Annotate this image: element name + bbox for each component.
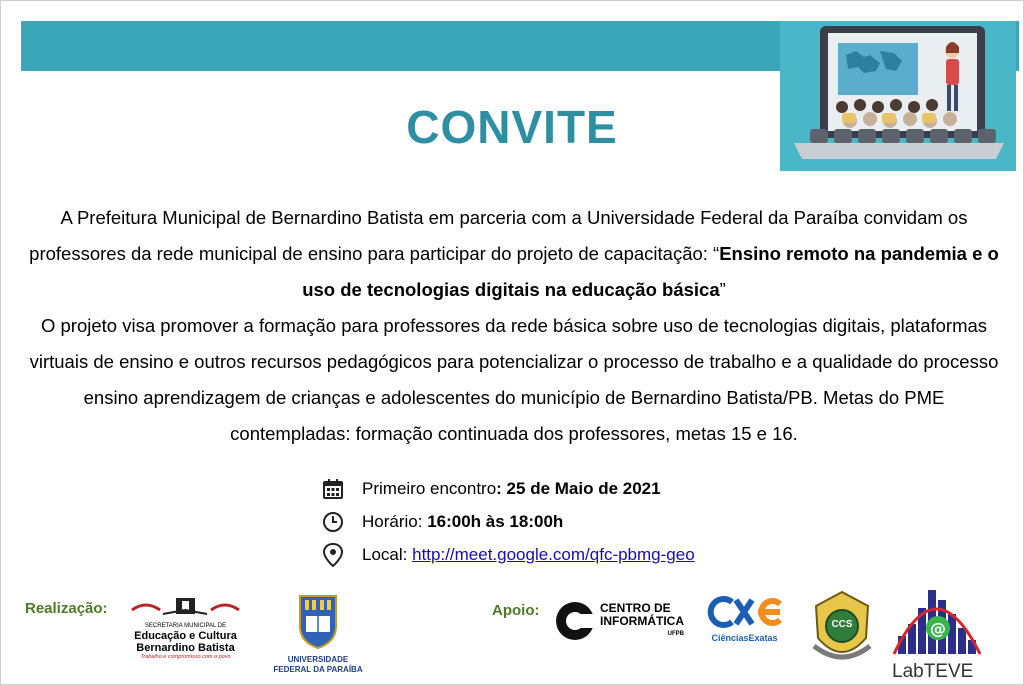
secretaria-line2: Bernardino Batista	[136, 642, 235, 654]
location-row	[320, 538, 695, 571]
clock-icon	[320, 509, 346, 535]
ccs-label: CCS	[831, 619, 853, 630]
time-label: Horário:	[362, 511, 423, 531]
close-quote: ”	[719, 279, 726, 300]
ce-label: CiênciasExatas	[711, 633, 778, 643]
page-title: CONVITE	[406, 101, 618, 153]
apoio-label: Apoio:	[492, 602, 540, 619]
svg-text:@: @	[930, 619, 946, 638]
event-details	[320, 472, 695, 571]
meeting-label: Primeiro encontro	[362, 478, 497, 498]
ci-line1: CENTRO DE	[600, 600, 671, 615]
ciencias-exatas-logo	[702, 596, 787, 646]
ufpb-logo	[268, 592, 368, 680]
time-value: 16:00h às 18:00h	[427, 511, 564, 531]
project-description: O projeto visa promover a formação para professores da rede básica sobre uso de tecnologias digitais, plataformas virtuais de ensino e outros recursos pedagógicos para potencializar o processo de trabalho e a qualidade do processo ensino aprendizagem de crianças e adolescentes do município de Bernardino Batista/PB. Metas do PME contempladas: formação continuada dos professores, metas 15 e 16.	[29, 315, 999, 444]
secretaria-logo	[128, 596, 243, 666]
ccs-crest-logo	[806, 588, 878, 670]
centro-informatica-logo	[554, 598, 694, 644]
ci-line3: UFPB	[667, 630, 684, 637]
location-pin-icon	[320, 542, 346, 568]
time-row	[320, 505, 695, 538]
invitation-body	[24, 200, 1004, 452]
meeting-date-row	[320, 472, 695, 505]
labteve-label: LabTEVE	[892, 661, 974, 682]
secretaria-small: SECRETARIA MUNICIPAL DE	[144, 623, 227, 629]
realizacao-label: Realização:	[25, 600, 108, 617]
meeting-link[interactable]: http://meet.google.com/qfc-pbmg-geo	[412, 544, 695, 564]
calendar-icon	[320, 476, 346, 502]
invitation-paragraph	[24, 200, 1004, 308]
ufpb-line2: FEDERAL DA PARAÍBA	[273, 665, 363, 674]
secretaria-tagline: Trabalho e compromisso com o povo	[140, 654, 231, 660]
ufpb-line1: UNIVERSIDADE	[287, 655, 349, 664]
location-label: Local:	[362, 544, 408, 564]
invitation-intro: A Prefeitura Municipal de Bernardino Batista em parceria com a Universidade Federal da Paraíba convidam os professores da rede municipal de ensino para participar do projeto de capacitação: “	[29, 207, 968, 264]
ci-line2: INFORMÁTICA	[600, 613, 684, 628]
project-name: Ensino remoto na pandemia e o uso de tecnologias digitais na educação básica	[302, 243, 999, 300]
meeting-value: : 25 de Maio de 2021	[496, 478, 661, 498]
secretaria-line1: Educação e Cultura	[134, 630, 237, 642]
labteve-logo	[888, 584, 998, 680]
